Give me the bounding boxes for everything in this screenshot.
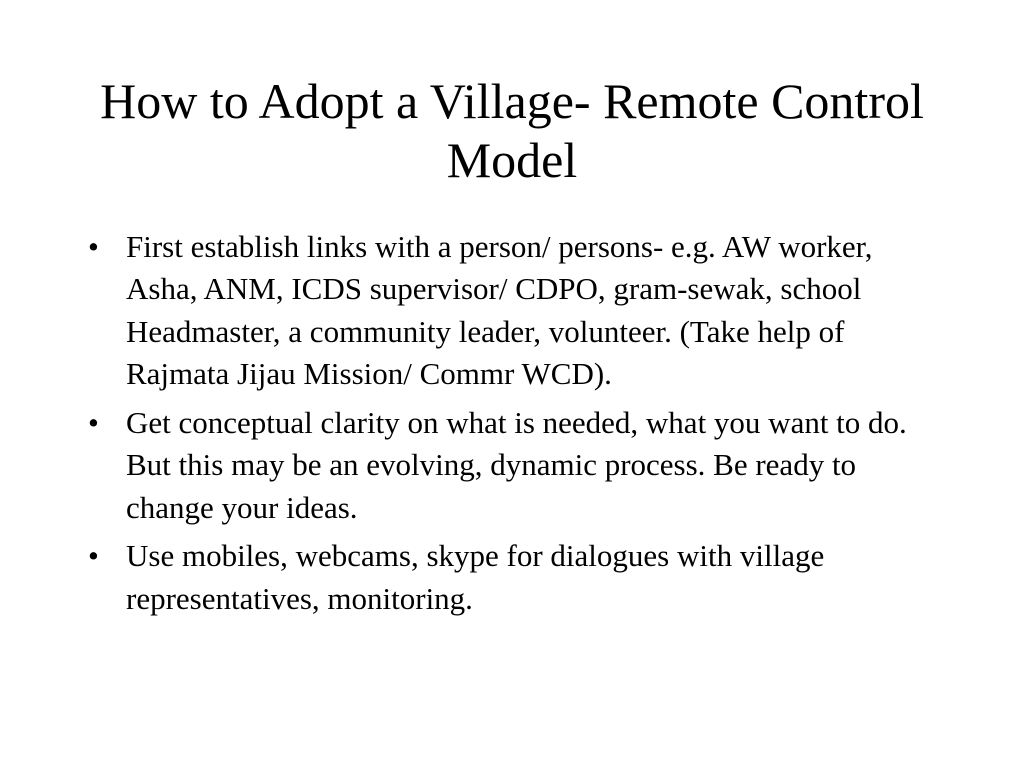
bullet-icon: •: [88, 404, 99, 440]
slide-title: How to Adopt a Village- Remote Control Model: [100, 73, 924, 188]
bullet-text: First establish links with a person/ persons- e.g. AW worker, Asha, ANM, ICDS supervisor/ CDPO, gram-sewak, school Headmaster, a community leader, volunteer. (Take help of Rajmata Jijau Mission/ Commr WCD).: [126, 229, 873, 392]
bullet-item: [88, 226, 948, 396]
bullet-icon: •: [88, 538, 99, 574]
bullet-item: [88, 402, 948, 529]
bullet-list: [88, 226, 948, 626]
bullet-item: [88, 535, 948, 620]
bullet-text: Get conceptual clarity on what is needed, what you want to do. But this may be an evolving, dynamic process. Be ready to change your ideas.: [126, 404, 907, 525]
bullet-icon: •: [88, 229, 99, 264]
bullet-text: Use mobiles, webcams, skype for dialogues with village representatives, monitoring.: [126, 538, 825, 616]
